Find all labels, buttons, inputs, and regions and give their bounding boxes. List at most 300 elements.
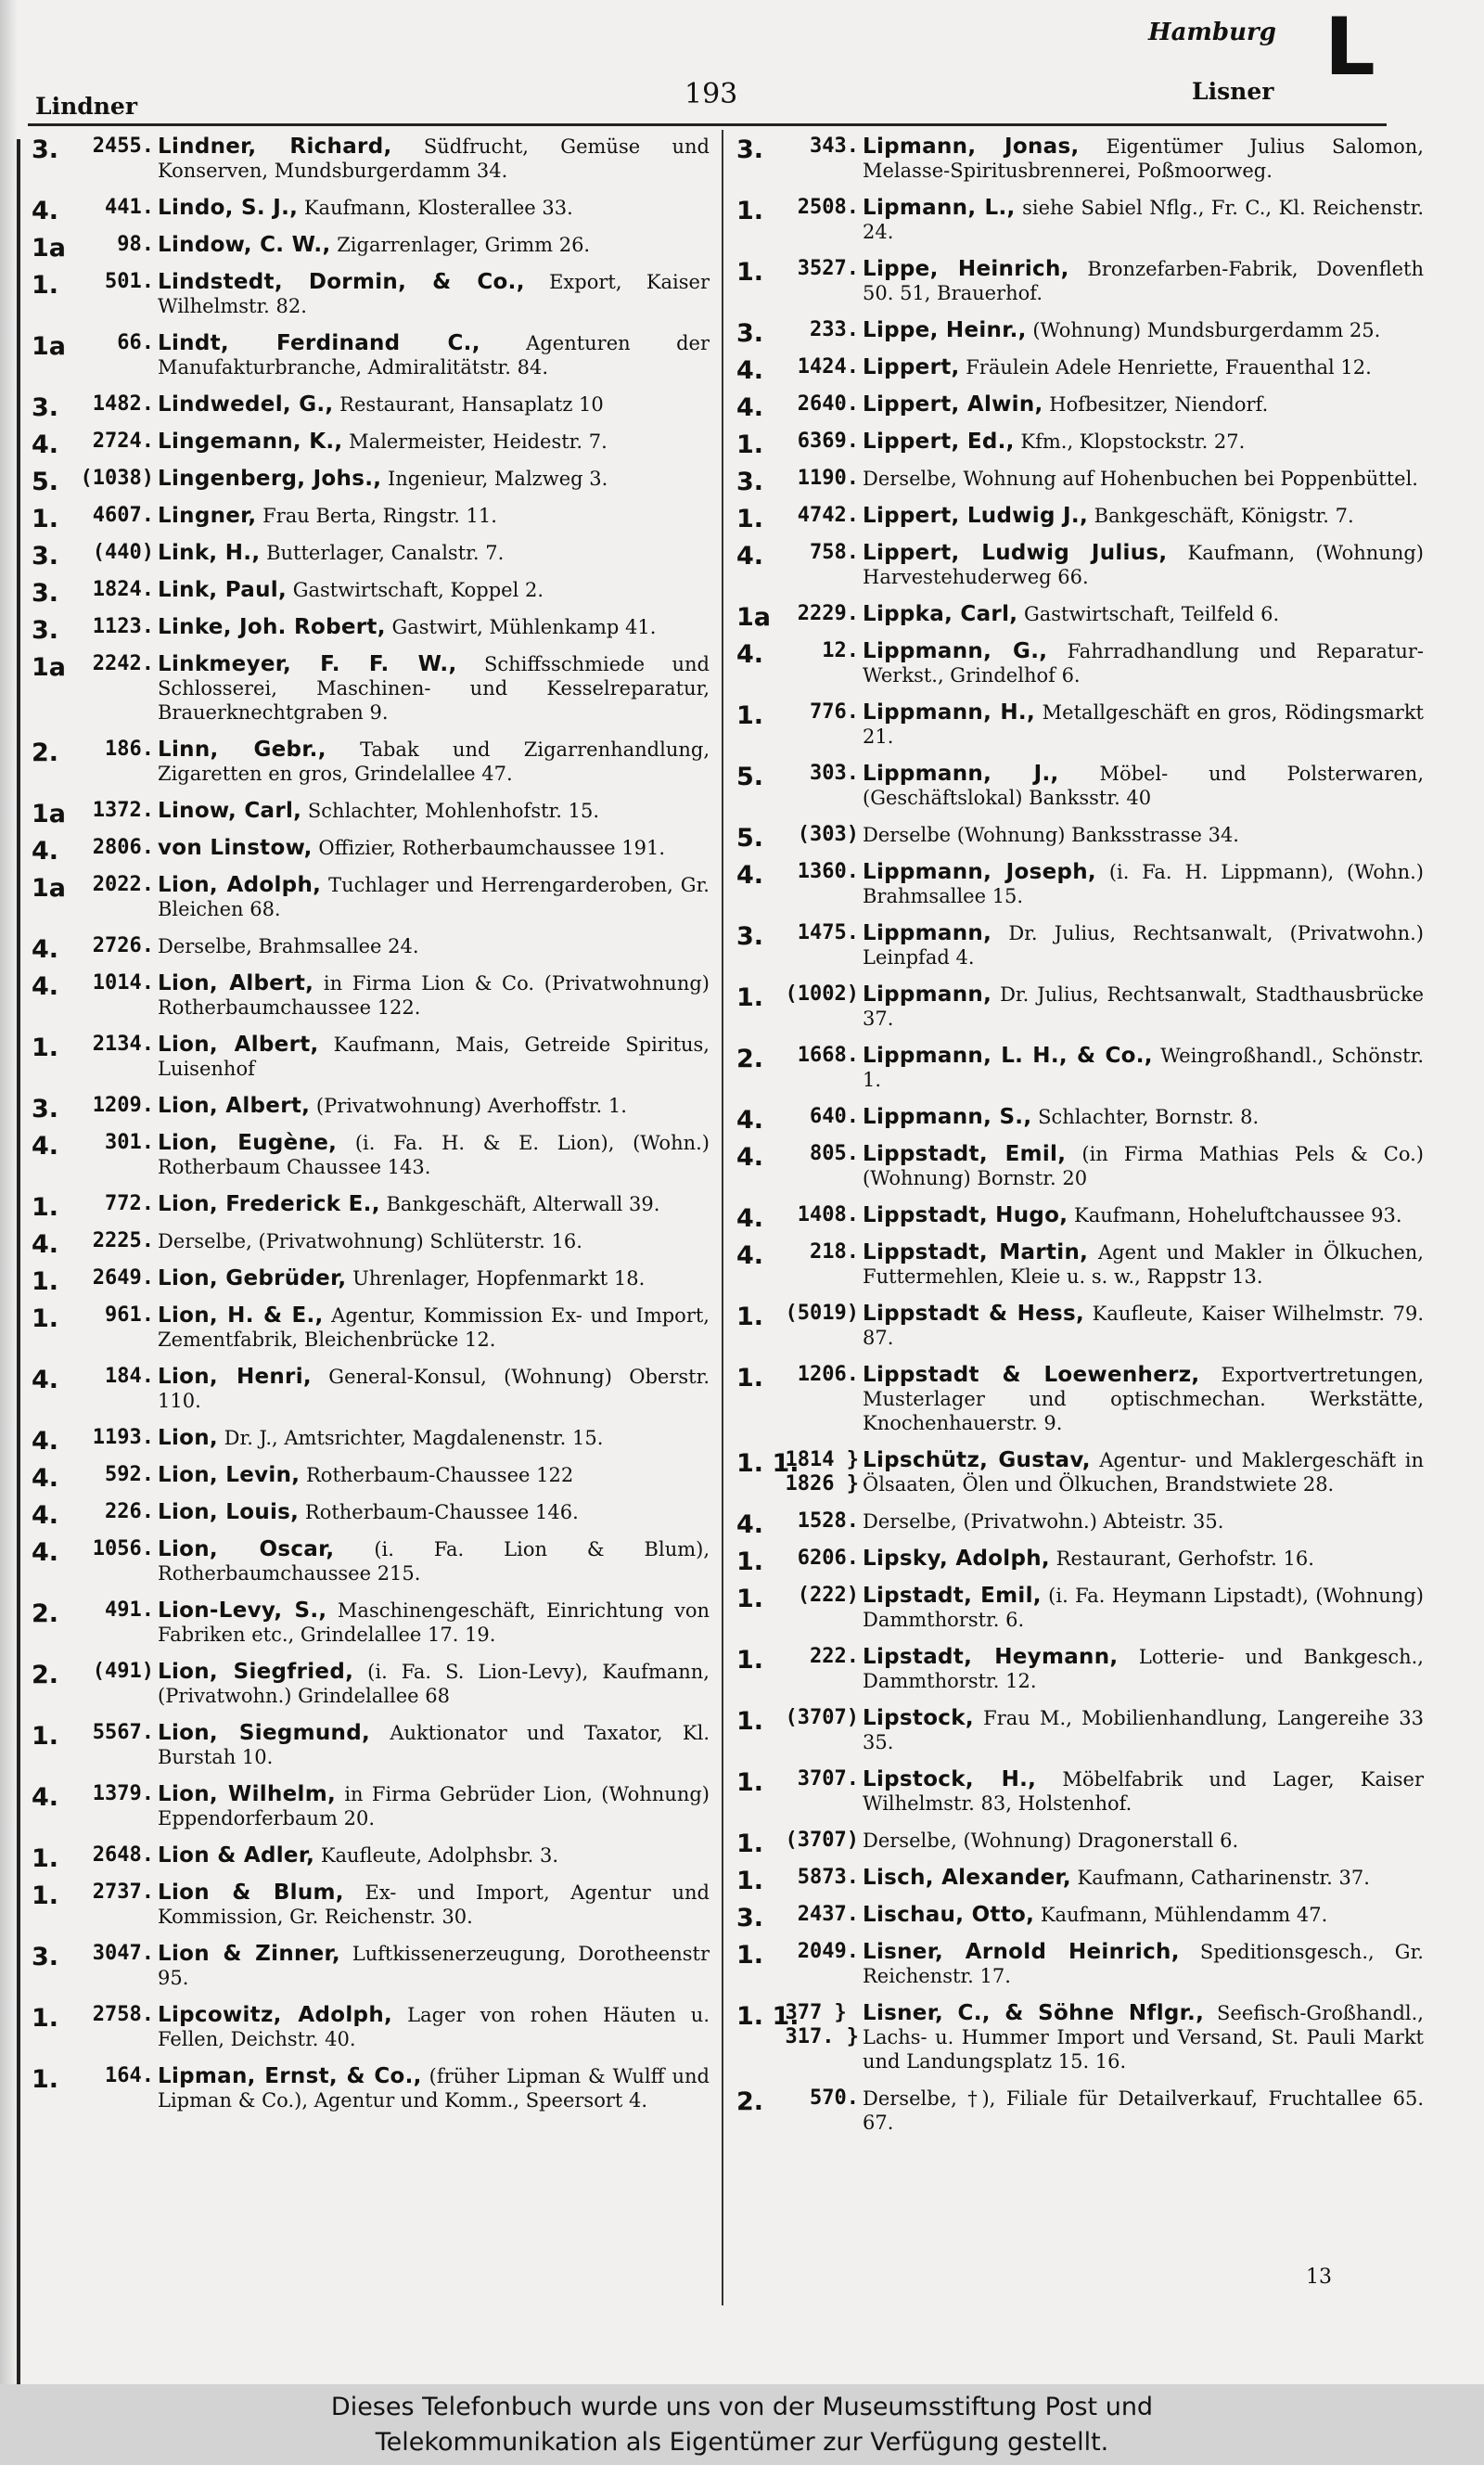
exchange-zone: 4. bbox=[736, 542, 764, 571]
phone-number: 343. bbox=[810, 135, 859, 158]
phone-number: 1209. bbox=[92, 1094, 154, 1117]
subscriber-name: Lischau, Otto, bbox=[863, 1903, 1035, 1927]
directory-entry bbox=[28, 1033, 710, 1081]
subscriber-name: Lippmann, bbox=[863, 921, 992, 945]
directory-entry bbox=[733, 257, 1424, 305]
directory-entry bbox=[28, 135, 710, 183]
footer-line-2: Telekommunikation als Eigentümer zur Verfügung gestellt. bbox=[375, 2428, 1109, 2457]
directory-entry bbox=[733, 2086, 1424, 2135]
exchange-zone: 1. bbox=[736, 505, 764, 533]
subscriber-name: Lippstadt, Emil, bbox=[863, 1142, 1067, 1166]
subscriber-details: Dr. Julius, Rechtsanwalt, Stadthausbrücke 37. bbox=[863, 983, 1424, 1030]
directory-entry bbox=[28, 934, 710, 964]
directory-entry bbox=[28, 1942, 710, 1990]
exchange-zone: 4. bbox=[32, 1501, 59, 1530]
exchange-zone: 3. bbox=[736, 922, 764, 951]
exchange-zone: 1. bbox=[736, 1867, 764, 1895]
exchange-zone: 4. bbox=[736, 1241, 764, 1270]
subscriber-details: Kaufmann, Catharinenstr. 37. bbox=[1077, 1867, 1370, 1889]
subscriber-details: Agentur, Kommission Ex- und Import, Zementfabrik, Bleichenbrücke 12. bbox=[158, 1304, 710, 1351]
subscriber-details: Derselbe, †), Filiale für Detailverkauf, Fruchtallee 65. 67. bbox=[863, 2087, 1424, 2134]
entry-body bbox=[863, 860, 1424, 908]
entry-body bbox=[158, 467, 710, 491]
entry-body bbox=[863, 135, 1424, 183]
entry-body bbox=[158, 1598, 710, 1647]
subscriber-name: Lingemann, K., bbox=[158, 430, 343, 454]
phone-number: 1056. bbox=[92, 1537, 154, 1560]
entry-body bbox=[158, 971, 710, 1020]
phone-number: 6206. bbox=[797, 1547, 859, 1570]
subscriber-details: Schlachter, Bornstr. 8. bbox=[1038, 1106, 1260, 1128]
subscriber-details: Derselbe, (Wohnung) Dragonerstall 6. bbox=[863, 1829, 1239, 1852]
subscriber-name: Lippmann, J., bbox=[863, 762, 1059, 786]
phone-number: 1123. bbox=[92, 615, 154, 638]
entry-body bbox=[863, 2001, 1424, 2073]
subscriber-details: Agent und Makler in Ölkuchen, Futtermehlen, Kleie u. s. w., Rappstr 13. bbox=[863, 1241, 1424, 1288]
subscriber-name: Lion, Adolph, bbox=[158, 873, 322, 897]
subscriber-details: Kaufleute, Kaiser Wilhelmstr. 79. 87. bbox=[863, 1303, 1424, 1349]
subscriber-details: (i. Fa. H. & E. Lion), (Wohn.) Rotherbaum Chaussee 143. bbox=[158, 1132, 710, 1178]
subscriber-name: Linkmeyer, F. F. W., bbox=[158, 652, 457, 676]
subscriber-name: Lion, Albert, bbox=[158, 1033, 319, 1057]
phone-number: 2648. bbox=[92, 1843, 154, 1867]
directory-entry bbox=[733, 1645, 1424, 1693]
subscriber-details: Malermeister, Heidestr. 7. bbox=[349, 430, 608, 453]
directory-entry bbox=[28, 738, 710, 786]
entry-body bbox=[863, 1940, 1424, 1988]
phone-number: 961. bbox=[105, 1303, 154, 1327]
phone-number: 592. bbox=[105, 1463, 154, 1486]
exchange-zone: 3. bbox=[736, 135, 764, 164]
entry-body bbox=[158, 2064, 710, 2112]
phone-number: 2225. bbox=[92, 1229, 154, 1252]
subscriber-details: Ex- und Import, Agentur und Kommission, Gr. Reichenstr. 30. bbox=[158, 1881, 710, 1928]
entry-body bbox=[863, 1509, 1424, 1534]
entry-body bbox=[863, 1547, 1424, 1571]
directory-entry bbox=[733, 355, 1424, 385]
exchange-zone: 1. bbox=[736, 1829, 764, 1858]
exchange-zone: 2. bbox=[736, 1045, 764, 1073]
subscriber-details: Exportvertretungen, Musterlager und optischmechan. Werkstätte, Knochenhauerstr. 9. bbox=[863, 1364, 1424, 1434]
subscriber-details: Tabak und Zigarrenhandlung, Zigaretten en gros, Grindelallee 47. bbox=[158, 738, 710, 785]
entry-body bbox=[863, 1866, 1424, 1890]
subscriber-details: Frau Berta, Ringstr. 11. bbox=[262, 505, 497, 527]
exchange-zone: 4. bbox=[32, 837, 59, 866]
subscriber-name: Lion, Henri, bbox=[158, 1365, 312, 1389]
subscriber-name: Lipstock, bbox=[863, 1706, 974, 1730]
phone-number: 2242. bbox=[92, 652, 154, 675]
directory-entry bbox=[28, 1500, 710, 1530]
subscriber-name: Lisch, Alexander, bbox=[863, 1866, 1071, 1890]
exchange-zone: 4. bbox=[32, 197, 59, 225]
exchange-zone: 4. bbox=[32, 1783, 59, 1812]
entry-body bbox=[158, 1365, 710, 1413]
directory-entry bbox=[28, 836, 710, 866]
subscriber-name: Lion, H. & E., bbox=[158, 1303, 324, 1328]
exchange-zone: 3. bbox=[736, 1904, 764, 1932]
exchange-zone: 5. bbox=[736, 824, 764, 853]
entry-body bbox=[863, 921, 1424, 969]
subscriber-name: Lisner, C., & Söhne Nflgr., bbox=[863, 2001, 1205, 2025]
exchange-zone: 1. bbox=[32, 2065, 59, 2094]
phone-number: (3707) bbox=[785, 1706, 859, 1729]
phone-number: 222. bbox=[810, 1645, 859, 1668]
exchange-zone: 2. bbox=[736, 2087, 764, 2116]
exchange-zone: 4. bbox=[736, 1106, 764, 1135]
subscriber-name: Lipstadt, Heymann, bbox=[863, 1645, 1119, 1669]
entry-body bbox=[158, 1500, 710, 1524]
subscriber-name: Lipsky, Adolph, bbox=[863, 1547, 1050, 1571]
subscriber-name: Lippert, Ed., bbox=[863, 430, 1015, 454]
directory-entry bbox=[28, 971, 710, 1020]
entry-body bbox=[158, 1303, 710, 1352]
subscriber-details: Dr. Julius, Rechtsanwalt, (Privatwohn.) Leinpfad 4. bbox=[863, 922, 1424, 969]
subscriber-details: Schiffsschmiede und Schlosserei, Maschinen- und Kesselreparatur, Brauerknechtgraben 9. bbox=[158, 653, 710, 724]
directory-entry bbox=[733, 762, 1424, 810]
entry-body bbox=[863, 1142, 1424, 1190]
entry-body bbox=[863, 1363, 1424, 1435]
phone-number: 5873. bbox=[797, 1866, 859, 1889]
subscriber-details: (in Firma Mathias Pels & Co.) (Wohnung) Bornstr. 20 bbox=[863, 1143, 1424, 1189]
phone-number: 4607. bbox=[92, 504, 154, 527]
directory-entry bbox=[28, 467, 710, 496]
subscriber-details: Lotterie- und Bankgesch., Dammthorstr. 12. bbox=[863, 1646, 1424, 1692]
directory-entry bbox=[733, 1829, 1424, 1858]
exchange-zone: 1a bbox=[32, 874, 67, 903]
subscriber-name: Lion & Blum, bbox=[158, 1881, 344, 1905]
subscriber-details: Bronzefarben-Fabrik, Dovenfleth 50. 51, Brauerhof. bbox=[863, 258, 1424, 304]
entry-body bbox=[158, 1721, 710, 1769]
exchange-zone: 1. bbox=[736, 1547, 764, 1576]
directory-entry bbox=[733, 135, 1424, 183]
subscriber-details: siehe Sabiel Nflg., Fr. C., Kl. Reichenstr. 24. bbox=[863, 197, 1424, 243]
entry-body bbox=[863, 1829, 1424, 1853]
phone-number: 2726. bbox=[92, 934, 154, 957]
subscriber-details: Derselbe, Brahmsallee 24. bbox=[158, 935, 419, 957]
subscriber-name: Lippert, Ludwig Julius, bbox=[863, 541, 1168, 565]
directory-entry bbox=[28, 1537, 710, 1586]
directory-entry bbox=[733, 639, 1424, 687]
subscriber-details: (früher Lipman & Wulff und Lipman & Co.), Agentur und Komm., Speersort 4. bbox=[158, 2065, 710, 2112]
phone-number: 303. bbox=[810, 762, 859, 785]
header-rule bbox=[28, 123, 1387, 126]
exchange-zone: 1. bbox=[32, 1722, 59, 1751]
entry-body bbox=[863, 823, 1424, 847]
directory-entry bbox=[28, 2003, 710, 2051]
phone-number: 4742. bbox=[797, 504, 859, 527]
subscriber-name: Lion, Siegmund, bbox=[158, 1721, 371, 1745]
directory-entry bbox=[733, 1706, 1424, 1754]
exchange-zone: 1. bbox=[736, 258, 764, 287]
exchange-zone: 4. bbox=[32, 1366, 59, 1394]
directory-entry bbox=[733, 318, 1424, 348]
directory-entry bbox=[733, 504, 1424, 533]
subscriber-details: Derselbe (Wohnung) Banksstrasse 34. bbox=[863, 824, 1239, 846]
directory-entry bbox=[733, 196, 1424, 244]
phone-number: (222) bbox=[797, 1584, 859, 1607]
directory-entry bbox=[28, 1721, 710, 1769]
exchange-zone: 1. bbox=[736, 1303, 764, 1331]
subscriber-details: (Wohnung) Mundsburgerdamm 25. bbox=[1032, 319, 1381, 341]
subscriber-details: Speditionsgesch., Gr. Reichenstr. 17. bbox=[863, 1941, 1424, 1987]
phone-number: 570. bbox=[810, 2086, 859, 2110]
phone-number: 805. bbox=[810, 1142, 859, 1165]
subscriber-details: Offizier, Rotherbaumchaussee 191. bbox=[318, 837, 665, 859]
directory-entry bbox=[733, 1105, 1424, 1135]
entry-body bbox=[158, 504, 710, 528]
directory-entry bbox=[733, 1448, 1424, 1496]
exchange-zone: 1. bbox=[736, 701, 764, 730]
phone-number: 1206. bbox=[797, 1363, 859, 1386]
directory-entry bbox=[733, 602, 1424, 632]
subscriber-name: Lingner, bbox=[158, 504, 257, 528]
subscriber-name: Lindo, S. J., bbox=[158, 196, 299, 220]
exchange-zone: 1. 1. bbox=[736, 1449, 800, 1478]
phone-number: 1014. bbox=[92, 971, 154, 995]
subscriber-details: Auktionator und Taxator, Kl. Burstah 10. bbox=[158, 1722, 710, 1768]
phone-number: 2134. bbox=[92, 1033, 154, 1056]
directory-entry bbox=[733, 1866, 1424, 1895]
exchange-zone: 1. bbox=[32, 271, 59, 300]
entry-body bbox=[158, 1229, 710, 1253]
subscriber-details: (i. Fa. Lion & Blum), Rotherbaumchaussee 215. bbox=[158, 1538, 710, 1585]
provenance-footer bbox=[0, 2384, 1484, 2465]
subscriber-details: Kaufmann, Mais, Getreide Spiritus, Luisenhof bbox=[158, 1034, 710, 1080]
footer-line-1: Dieses Telefonbuch wurde uns von der Museumsstiftung Post und bbox=[330, 2393, 1154, 2421]
directory-entry bbox=[28, 2064, 710, 2112]
directory-entry bbox=[28, 1881, 710, 1929]
page-number: 193 bbox=[684, 78, 738, 110]
subscriber-details: Derselbe, (Privatwohnung) Schlüterstr. 16. bbox=[158, 1230, 582, 1252]
exchange-zone: 3. bbox=[32, 579, 59, 608]
exchange-zone: 1. bbox=[32, 1881, 59, 1910]
entry-body bbox=[863, 541, 1424, 589]
page-edge bbox=[0, 0, 17, 2384]
subscriber-name: Lindow, C. W., bbox=[158, 233, 331, 257]
exchange-zone: 1. bbox=[736, 1707, 764, 1736]
subscriber-details: in Firma Lion & Co. (Privatwohnung) Rotherbaumchaussee 122. bbox=[158, 972, 710, 1019]
directory-entry bbox=[28, 233, 710, 263]
directory-entry bbox=[733, 823, 1424, 853]
directory-entry bbox=[28, 1266, 710, 1296]
subscriber-details: Möbel- und Polsterwaren, (Geschäftslokal) Banksstr. 40 bbox=[863, 763, 1424, 809]
subscriber-details: Fahrradhandlung und Reparatur-Werkst., Grindelhof 6. bbox=[863, 640, 1424, 687]
directory-entry bbox=[28, 1229, 710, 1259]
directory-entry bbox=[733, 1509, 1424, 1539]
subscriber-details: Rotherbaum-Chaussee 146. bbox=[304, 1501, 579, 1523]
exchange-zone: 4. bbox=[736, 1204, 764, 1233]
subscriber-name: Lippert, bbox=[863, 355, 960, 379]
entry-body bbox=[158, 541, 710, 565]
exchange-zone: 5. bbox=[736, 763, 764, 791]
subscriber-details: Luftkissenerzeugung, Dorotheenstr 95. bbox=[158, 1943, 710, 1989]
subscriber-name: Lippe, Heinr., bbox=[863, 318, 1027, 342]
subscriber-name: Lippmann, G., bbox=[863, 639, 1048, 663]
entry-body bbox=[863, 1448, 1424, 1496]
phone-number: (3707) bbox=[785, 1829, 859, 1852]
entry-body bbox=[863, 1706, 1424, 1754]
exchange-zone: 4. bbox=[32, 1464, 59, 1493]
phone-number: 2455. bbox=[92, 135, 154, 158]
phone-number: 66. bbox=[117, 331, 154, 354]
entry-body bbox=[863, 700, 1424, 749]
subscriber-name: Lippmann, L. H., & Co., bbox=[863, 1044, 1153, 1068]
directory-entry bbox=[733, 1044, 1424, 1092]
phone-number: 2806. bbox=[92, 836, 154, 859]
subscriber-details: (i. Fa. H. Lippmann), (Wohn.) Brahmsallee 15. bbox=[863, 861, 1424, 907]
subscriber-name: Lindt, Ferdinand C., bbox=[158, 331, 480, 355]
phone-number: 1408. bbox=[797, 1203, 859, 1226]
directory-entry bbox=[733, 2001, 1424, 2073]
left-column bbox=[28, 135, 710, 2125]
directory-entry bbox=[28, 1463, 710, 1493]
exchange-zone: 1a bbox=[32, 332, 67, 361]
phone-number: 1528. bbox=[797, 1509, 859, 1533]
subscriber-details: Gastwirt, Mühlenkamp 41. bbox=[391, 616, 657, 638]
exchange-zone: 4. bbox=[736, 1510, 764, 1539]
phone-number: 2649. bbox=[92, 1266, 154, 1290]
subscriber-name: Lippka, Carl, bbox=[863, 602, 1018, 626]
phone-number: 1824. bbox=[92, 578, 154, 601]
exchange-zone: 4. bbox=[736, 640, 764, 669]
entry-body bbox=[158, 270, 710, 318]
subscriber-name: Lipcowitz, Adolph, bbox=[158, 2003, 393, 2027]
entry-body bbox=[158, 873, 710, 921]
subscriber-name: Lippmann, Joseph, bbox=[863, 860, 1096, 884]
phone-number: 226. bbox=[105, 1500, 154, 1523]
subscriber-details: Zigarrenlager, Grimm 26. bbox=[337, 234, 591, 256]
subscriber-name: Link, H., bbox=[158, 541, 261, 565]
exchange-zone: 4. bbox=[736, 861, 764, 890]
subscriber-name: Lion, Frederick E., bbox=[158, 1192, 380, 1216]
entry-body bbox=[158, 836, 710, 860]
entry-body bbox=[158, 135, 710, 183]
entry-body bbox=[158, 2003, 710, 2051]
subscriber-name: Lion, Eugène, bbox=[158, 1131, 338, 1155]
entry-body bbox=[158, 934, 710, 958]
phone-number: 3527. bbox=[797, 257, 859, 280]
exchange-zone: 2. bbox=[32, 1661, 59, 1689]
phone-number: 1475. bbox=[797, 921, 859, 944]
subscriber-name: Lindner, Richard, bbox=[158, 135, 392, 159]
entry-body bbox=[863, 318, 1424, 342]
subscriber-name: Lipman, Ernst, & Co., bbox=[158, 2064, 422, 2088]
phone-number: 2229. bbox=[797, 602, 859, 625]
entry-body bbox=[158, 430, 710, 454]
phone-number: 186. bbox=[105, 738, 154, 761]
directory-entry bbox=[733, 1240, 1424, 1289]
phone-number: 1372. bbox=[92, 799, 154, 822]
entry-body bbox=[863, 257, 1424, 305]
entry-body bbox=[158, 233, 710, 257]
entry-body bbox=[158, 1266, 710, 1290]
directory-entry bbox=[733, 1903, 1424, 1932]
subscriber-details: Hofbesitzer, Niendorf. bbox=[1049, 393, 1269, 416]
exchange-zone: 1. bbox=[736, 983, 764, 1012]
subscriber-name: Lion & Zinner, bbox=[158, 1942, 340, 1966]
entry-body bbox=[158, 1881, 710, 1929]
entry-body bbox=[158, 1033, 710, 1081]
entry-body bbox=[158, 196, 710, 220]
exchange-zone: 1. 1. bbox=[736, 2002, 800, 2031]
subscriber-details: Butterlager, Canalstr. 7. bbox=[266, 542, 505, 564]
subscriber-name: Lion, Louis, bbox=[158, 1500, 300, 1524]
directory-entry bbox=[733, 541, 1424, 589]
exchange-zone: 1. bbox=[32, 1844, 59, 1873]
subscriber-details: Restaurant, Hansaplatz 10 bbox=[339, 393, 604, 416]
subscriber-details: Schlachter, Mohlenhofstr. 15. bbox=[307, 800, 600, 822]
exchange-zone: 4. bbox=[32, 1230, 59, 1259]
phone-number: 3047. bbox=[92, 1942, 154, 1965]
subscriber-details: Agenturen der Manufakturbranche, Admiralitätstr. 84. bbox=[158, 332, 710, 379]
phone-number: (1038) bbox=[80, 467, 154, 490]
subscriber-name: Lindstedt, Dormin, & Co., bbox=[158, 270, 525, 294]
exchange-zone: 1. bbox=[32, 505, 59, 533]
subscriber-details: Fräulein Adele Henriette, Frauenthal 12. bbox=[966, 356, 1372, 379]
subscriber-name: Lippstadt, Martin, bbox=[863, 1240, 1089, 1265]
subscriber-details: Möbelfabrik und Lager, Kaiser Wilhelmstr. 83, Holstenhof. bbox=[863, 1768, 1424, 1815]
directory-entry bbox=[733, 700, 1424, 749]
subscriber-name: Lion, bbox=[158, 1426, 218, 1450]
directory-entry bbox=[28, 1192, 710, 1222]
exchange-zone: 1. bbox=[32, 2004, 59, 2033]
subscriber-name: Lion, Albert, bbox=[158, 1094, 311, 1118]
binding-line bbox=[17, 139, 20, 2384]
subscriber-details: Gastwirtschaft, Teilfeld 6. bbox=[1023, 603, 1280, 625]
entry-body bbox=[158, 615, 710, 639]
exchange-zone: 3. bbox=[32, 616, 59, 645]
entry-body bbox=[863, 430, 1424, 454]
phone-number: 218. bbox=[810, 1240, 859, 1264]
phone-number: 2437. bbox=[797, 1903, 859, 1926]
exchange-zone: 4. bbox=[32, 1132, 59, 1161]
directory-entry bbox=[733, 1584, 1424, 1632]
directory-entry bbox=[28, 873, 710, 921]
exchange-zone: 3. bbox=[32, 393, 59, 422]
exchange-zone: 1. bbox=[32, 1267, 59, 1296]
phone-number: 2758. bbox=[92, 2003, 154, 2026]
exchange-zone: 4. bbox=[32, 430, 59, 459]
running-head-left: Lindner bbox=[35, 93, 137, 120]
directory-entry bbox=[733, 982, 1424, 1031]
subscriber-details: Kaufleute, Adolphsbr. 3. bbox=[320, 1844, 559, 1867]
directory-entry bbox=[28, 1365, 710, 1413]
subscriber-details: Ingenieur, Malzweg 3. bbox=[387, 468, 608, 490]
subscriber-name: Lingenberg, Johs., bbox=[158, 467, 382, 491]
subscriber-details: Kaufmann, Klosterallee 33. bbox=[303, 197, 573, 219]
directory-entry bbox=[733, 392, 1424, 422]
subscriber-name: Linke, Joh. Robert, bbox=[158, 615, 386, 639]
subscriber-name: Lion, Levin, bbox=[158, 1463, 301, 1487]
subscriber-name: Lippe, Heinrich, bbox=[863, 257, 1069, 281]
phone-number: 2640. bbox=[797, 392, 859, 416]
entry-body bbox=[158, 1537, 710, 1586]
subscriber-details: (i. Fa. S. Lion-Levy), Kaufmann, (Privatwohn.) Grindelallee 68 bbox=[158, 1661, 710, 1707]
subscriber-name: Lindwedel, G., bbox=[158, 392, 334, 417]
subscriber-name: Lisner, Arnold Heinrich, bbox=[863, 1940, 1180, 1964]
entry-body bbox=[158, 1942, 710, 1990]
exchange-zone: 4. bbox=[736, 1143, 764, 1172]
subscriber-details: Eigentümer Julius Salomon, Melasse-Spiritusbrennerei, Poßmoorweg. bbox=[863, 135, 1424, 182]
phone-number: 6369. bbox=[797, 430, 859, 453]
subscriber-details: (Privatwohnung) Averhoffstr. 1. bbox=[315, 1095, 627, 1117]
entry-body bbox=[863, 982, 1424, 1031]
exchange-zone: 3. bbox=[32, 1095, 59, 1123]
entry-body bbox=[158, 1782, 710, 1830]
subscriber-details: Restaurant, Gerhofstr. 16. bbox=[1055, 1547, 1314, 1570]
subscriber-name: Lipschütz, Gustav, bbox=[863, 1448, 1091, 1472]
subscriber-details: Kfm., Klopstockstr. 27. bbox=[1020, 430, 1246, 453]
